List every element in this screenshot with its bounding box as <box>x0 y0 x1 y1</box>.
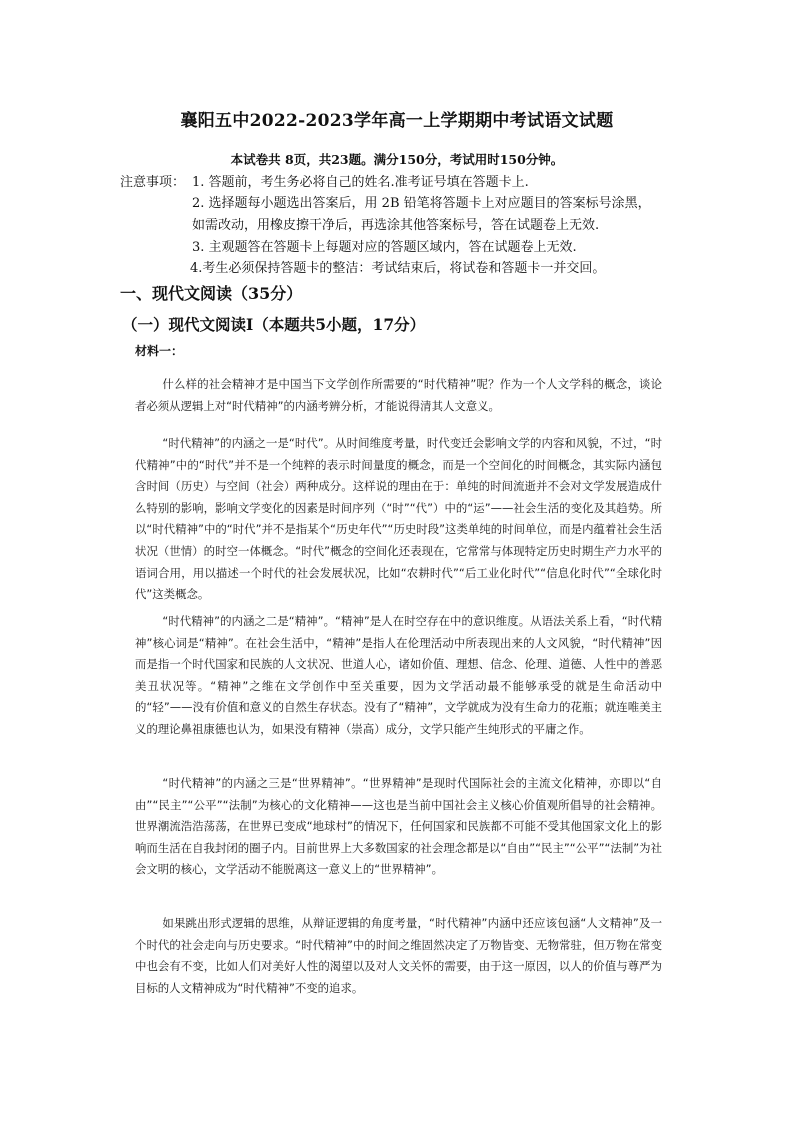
material-label: 材料一： <box>135 344 184 358</box>
notes-block <box>120 172 680 279</box>
paragraph: 如果跳出形式逻辑的思维，从辩证逻辑的角度考量，“时代精神”内涵中还应该包涵“人文精神”及一个时代的社会走向与历史要求。“时代精神”中的时间之维固然决定了万物皆变、无物常驻，但万物在常变中也会有不变，比如人们对美好人性的渴望以及对人文关怀的需要，由于这一原因，以人的价值与尊严为目标的人文精神成为“时代精神”不变的追求。 <box>135 916 662 995</box>
note-text: 2. 选择题每小题选出答案后，用 2B 铅笔将答题卡上对应题目的答案标号涂黑，如需改动，用橡皮擦干净后，再选涂其他答案标号，答在试题卷上无效. <box>192 196 651 233</box>
note-item <box>120 172 680 193</box>
note-item <box>120 258 680 279</box>
note-text: 1. 答题前，考生务必将自己的姓名.准考证号填在答题卡上. <box>192 175 529 190</box>
note-item <box>120 193 680 237</box>
subsection-heading: （一）现代文阅读Ⅰ（本题共5小题，17分） <box>122 315 426 334</box>
paragraph: “时代精神”的内涵之二是“精神”。“精神”是人在时空存在中的意识维度。从语法关系上看，“时代精神”核心词是“精神”。在社会生活中，“精神”是指人在伦理活动中所表现出来的人文风貌，“时代精神”因而是指一个时代国家和民族的人文状况、世道人心，诸如价值、理想、信念、伦理、道德、人性中的善恶美丑状况等。“精神”之维在文学创作中至关重要，因为文学活动最不能够承受的就是生命活动中的“轻”——没有价值和意义的自然生存状态。没有了“精神”，文学就成为没有生命力的花瓶；就连唯美主义的理论鼻祖康德也认为，如果没有精神（崇高）成分，文学只能产生纯形式的平庸之作。 <box>135 614 662 736</box>
paragraph: “时代精神”的内涵之三是“世界精神”。“世界精神”是现时代国际社会的主流文化精神，亦即以“自由”“民主”“公平”“法制”为核心的文化精神——这也是当前中国社会主义核心价值观所倡导的社会精神。世界潮流浩浩荡荡，在世界已变成“地球村”的情况下，任何国家和民族都不可能不受其他国家文化上的影响而生活在自我封闭的圈子内。目前世界上大多数国家的社会理念都是以“自由”“民主”“公平”“法制”为社会文明的核心，文学活动不能脱离这一意义上的“世界精神”。 <box>135 776 662 877</box>
notes-label: 注意事项： <box>120 175 186 190</box>
paragraph: 什么样的社会精神才是中国当下文学创作所需要的“时代精神”呢？作为一个人文学科的概念，谈论者必须从逻辑上对“时代精神”的内涵考辨分析，才能说得清其人文意义。 <box>135 377 662 413</box>
note-text: 3. 主观题答在答题卡上每题对应的答题区域内，答在试题卷上无效. <box>192 240 577 255</box>
section-heading: 一、现代文阅读（35分） <box>120 284 303 303</box>
note-text: 4.考生必须保持答题卡的整洁：考试结束后，将试卷和答题卡一并交回。 <box>190 261 606 276</box>
paragraph: “时代精神”的内涵之一是“时代”。从时间维度考量，时代变迁会影响文学的内容和风貌，不过，“时代精神”中的“时代”并不是一个纯粹的表示时间量度的概念，而是一个空间化的时间概念，其实际内涵包含时间（历史）与空间（社会）两种成分。这样说的理由在于：单纯的时间流逝并不会对文学发展造成什么特别的影响，影响文学变化的因素是时间序列（“时”“代”）中的“运”——社会生活的变化及其趋势。所以“时代精神”中的“时代”并不是指某个“历史年代”“历史时段”这类单纯的时间单位，而是内蕴着社会生活状况（世情）的时空一体概念。“时代”概念的空间化还表现在，它常常与体现特定历史时期生产力水平的语词合用，用以描述一个时代的社会发展状况，比如“农耕时代”“后工业化时代”“信息化时代”“全球化时代”这类概念。 <box>135 436 662 602</box>
note-item <box>120 237 680 258</box>
exam-info: 本试卷共 8页，共23题。满分150分，考试用时150分钟。 <box>230 152 564 167</box>
page-title: 襄阳五中2022-2023学年高一上学期期中考试语文试题 <box>180 111 614 131</box>
